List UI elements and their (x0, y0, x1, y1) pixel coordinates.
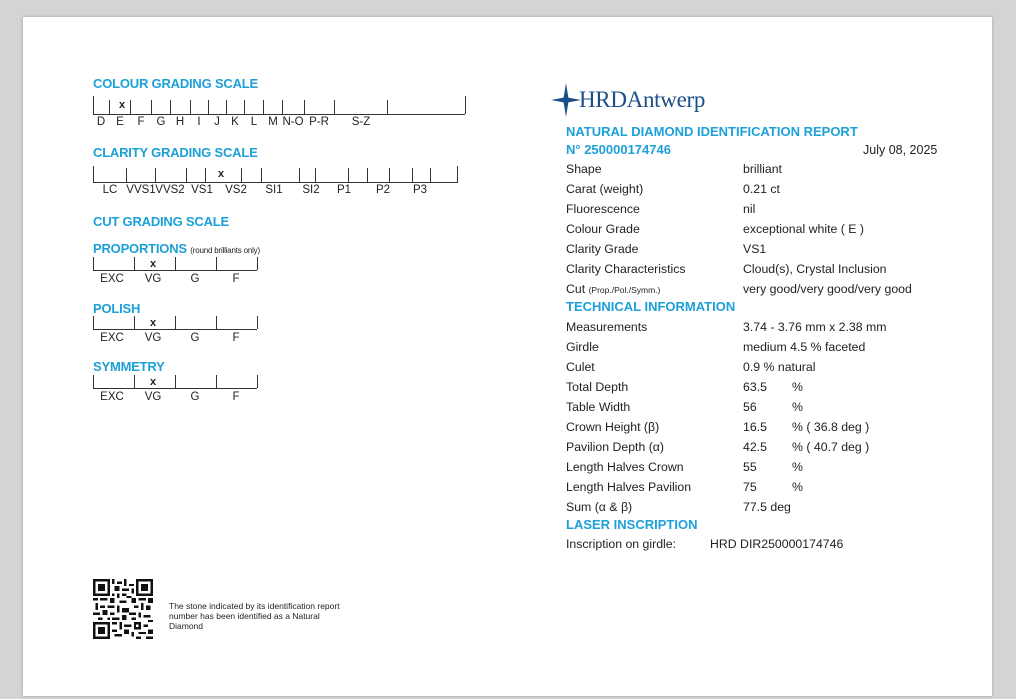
clarity-scale-tick (299, 168, 300, 182)
clarity-scale-tick (457, 166, 458, 182)
report-date: July 08, 2025 (863, 143, 938, 157)
tech-unit: % (792, 460, 803, 474)
tech-label: Total Depth (566, 380, 629, 394)
colour-grade-label: J (214, 116, 220, 128)
logo-text: HRDAntwerp (579, 87, 706, 112)
clarity-scale-tick (389, 168, 390, 182)
colour-scale-tick (282, 100, 283, 114)
symmetry-label: G (190, 391, 200, 403)
symmetry-label: VG (144, 391, 162, 403)
colour-grade-label: H (175, 116, 185, 128)
clarity-grade-label: VS2 (225, 184, 247, 196)
tech-unit: % ( 40.7 deg ) (792, 440, 870, 454)
row-value: VS1 (743, 242, 767, 256)
colour-scale-tick (304, 100, 305, 114)
proportions-label: VG (144, 273, 162, 285)
clarity-grade-label: SI2 (302, 184, 320, 196)
report-sheet (23, 17, 992, 696)
row-value: exceptional white ( E ) (743, 222, 864, 236)
polish-label: G (190, 332, 200, 344)
clarity-scale-tick (412, 168, 413, 182)
clarity-grade-label: VS1 (191, 184, 213, 196)
row-label: Colour Grade (566, 222, 640, 236)
cut-scale-title: CUT GRADING SCALE (93, 214, 229, 229)
tech-label: Girdle (566, 340, 599, 354)
tech-value: medium 4.5 % faceted (743, 340, 866, 354)
proportions-label: G (190, 273, 200, 285)
tech-unit: % (792, 400, 803, 414)
tech-value: 63.5 (743, 380, 767, 394)
colour-scale-tick (226, 100, 227, 114)
colour-scale-tick (244, 100, 245, 114)
row-value: 0.21 ct (743, 182, 780, 196)
clarity-grade-label: P2 (375, 184, 391, 196)
tech-value: 75 (743, 480, 757, 494)
proportions-note: (round brilliants only) (190, 246, 260, 255)
tech-unit: % (792, 380, 803, 394)
polish-label: F (232, 332, 240, 344)
clarity-grade-label: P1 (336, 184, 352, 196)
clarity-grade-mark: x (217, 168, 225, 180)
proportions-label: F (232, 273, 240, 285)
colour-grade-label: M (268, 116, 278, 128)
cut-row-sublabel: (Prop./Pol./Symm.) (588, 285, 661, 295)
colour-scale-tick (130, 100, 131, 114)
colour-grade-label: E (116, 116, 124, 128)
proportions-title: PROPORTIONS (round brilliants only) (93, 241, 260, 256)
tech-label: Length Halves Crown (566, 460, 684, 474)
tech-value: 16.5 (743, 420, 767, 434)
symmetry-title: SYMMETRY (93, 359, 165, 374)
colour-scale-tick (109, 100, 110, 114)
report-title: NATURAL DIAMOND IDENTIFICATION REPORT (566, 124, 858, 139)
inscription-label: Inscription on girdle: (566, 537, 677, 551)
tech-label: Sum (α & β) (566, 500, 633, 514)
colour-scale-tick (465, 96, 466, 114)
clarity-scale-tick (93, 166, 94, 182)
tech-value: 0.9 % natural (743, 360, 816, 374)
colour-scale-tick (151, 100, 152, 114)
tech-value: 56 (743, 400, 757, 414)
colour-grade-label: L (250, 116, 258, 128)
tech-label: Crown Height (β) (566, 420, 660, 434)
tech-value: 42.5 (743, 440, 767, 454)
colour-scale-tick (334, 100, 335, 114)
colour-grade-label: S-Z (351, 116, 371, 128)
colour-scale-tick (93, 96, 94, 114)
proportions-label: EXC (100, 273, 124, 285)
tech-value: 77.5 deg (743, 500, 791, 514)
polish-label: VG (144, 332, 162, 344)
colour-scale-tick (170, 100, 171, 114)
polish-mark: x (149, 317, 157, 329)
clarity-scale-tick (126, 168, 127, 182)
colour-scale-title: COLOUR GRADING SCALE (93, 76, 259, 91)
polish-title: POLISH (93, 301, 141, 316)
colour-grade-mark: x (118, 99, 126, 111)
symmetry-label: EXC (100, 391, 124, 403)
tech-label: Pavilion Depth (α) (566, 440, 665, 454)
row-label: Fluorescence (566, 202, 640, 216)
row-label: Clarity Characteristics (566, 262, 686, 276)
laser-inscription-title: LASER INSCRIPTION (566, 517, 698, 532)
colour-grade-label: K (231, 116, 239, 128)
clarity-scale-tick (186, 168, 187, 182)
technical-information-title: TECHNICAL INFORMATION (566, 299, 736, 314)
polish-label: EXC (100, 332, 124, 344)
clarity-grade-label: LC (102, 184, 118, 196)
colour-scale-tick (387, 100, 388, 114)
colour-grade-label: N-O (282, 116, 304, 128)
symmetry-mark: x (149, 376, 157, 388)
row-value: Cloud(s), Crystal Inclusion (743, 262, 887, 276)
clarity-scale-title: CLARITY GRADING SCALE (93, 145, 258, 160)
tech-value: 3.74 - 3.76 mm x 2.38 mm (743, 320, 887, 334)
row-label: Shape (566, 162, 602, 176)
row-value: nil (743, 202, 756, 216)
tech-label: Measurements (566, 320, 648, 334)
clarity-grade-label: P3 (412, 184, 428, 196)
tech-unit: % ( 36.8 deg ) (792, 420, 870, 434)
colour-scale-tick (190, 100, 191, 114)
tech-label: Table Width (566, 400, 631, 414)
cut-row-value: very good/very good/very good (743, 282, 912, 296)
tech-value: 55 (743, 460, 757, 474)
clarity-scale-tick (430, 168, 431, 182)
colour-grade-label: I (197, 116, 201, 128)
clarity-grade-label: SI1 (265, 184, 283, 196)
colour-scale-tick (208, 100, 209, 114)
tech-unit: % (792, 480, 803, 494)
colour-scale-tick (263, 100, 264, 114)
clarity-scale-tick (205, 168, 206, 182)
symmetry-label: F (232, 391, 240, 403)
qr-code-icon (93, 579, 153, 639)
clarity-grade-label: VVS1 (126, 184, 156, 196)
inscription-value: HRD DIR250000174746 (710, 537, 844, 551)
row-value: brilliant (743, 162, 782, 176)
tech-label: Length Halves Pavilion (566, 480, 692, 494)
colour-grade-label: D (96, 116, 106, 128)
colour-grade-label: F (137, 116, 145, 128)
clarity-scale-tick (155, 168, 156, 182)
clarity-scale-tick (241, 168, 242, 182)
colour-grade-label: P-R (309, 116, 329, 128)
row-label: Carat (weight) (566, 182, 644, 196)
row-label: Clarity Grade (566, 242, 639, 256)
clarity-scale-tick (367, 168, 368, 182)
tech-label: Culet (566, 360, 595, 374)
clarity-scale-tick (315, 168, 316, 182)
report-number: N° 250000174746 (566, 142, 671, 157)
clarity-scale-tick (348, 168, 349, 182)
colour-grade-label: G (156, 116, 166, 128)
star-icon (551, 83, 581, 117)
cut-row-label: Cut (Prop./Pol./Symm.) (566, 282, 661, 296)
proportions-mark: x (149, 258, 157, 270)
clarity-grade-label: VVS2 (155, 184, 185, 196)
clarity-scale-tick (261, 168, 262, 182)
identification-footnote: The stone indicated by its identification report number has been identified as a Natural Diamond (169, 601, 340, 631)
